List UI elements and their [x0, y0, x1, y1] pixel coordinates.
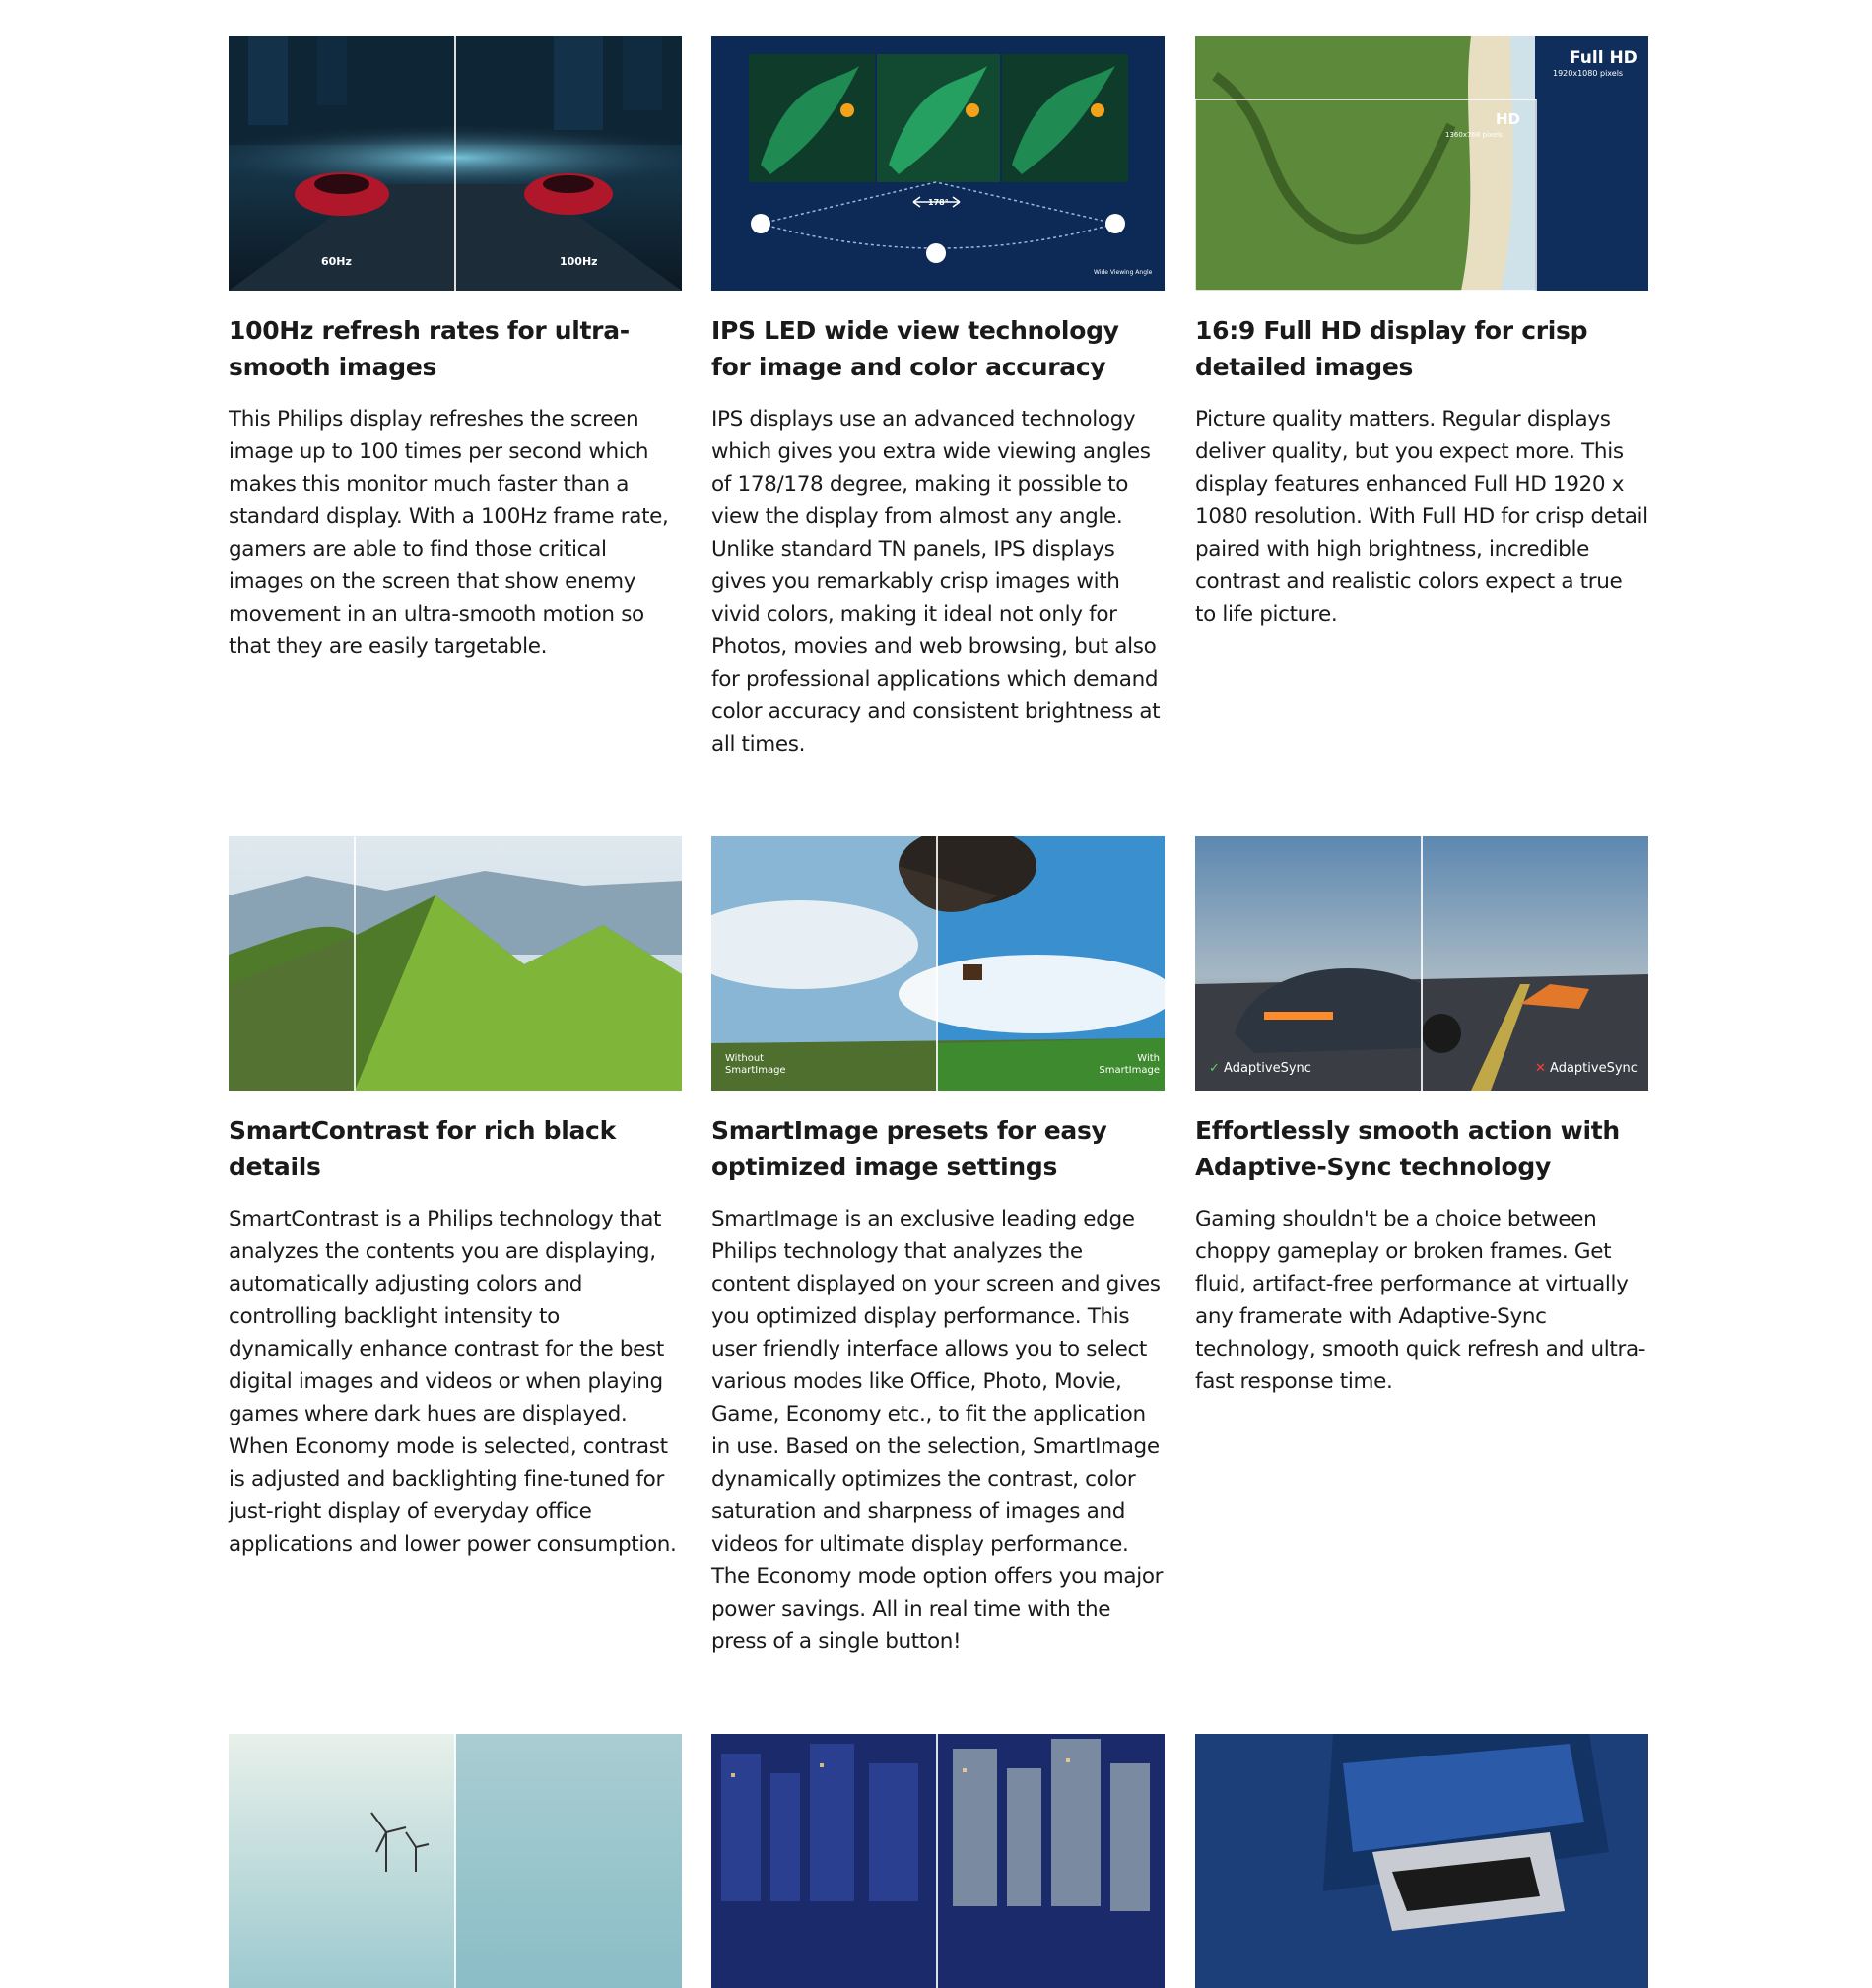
refresh-left-label: 60Hz — [321, 255, 352, 268]
feature-title: 16:9 Full HD display for crisp detailed images — [1195, 316, 1588, 381]
feature-title: Effortlessly smooth action with Adaptive-Sync technology — [1195, 1116, 1620, 1181]
feature-description: Gaming shouldn't be a choice between choppy gameplay or broken frames. Get fluid, artifact-free performance at virtually any framerate with Adaptive-Sync technology, smooth quick refresh and ultra-fast response time. — [1195, 1207, 1646, 1394]
cross-icon: ✕ — [1535, 1061, 1546, 1076]
angle-label: 178° — [928, 198, 949, 207]
feature-card-refresh-rate — [229, 36, 682, 663]
hd-label: HD — [1496, 110, 1521, 128]
feature-card-smartimage — [711, 836, 1165, 1658]
feature-card-hdmi — [1195, 1734, 1648, 1988]
hot-air-balloon-image — [711, 836, 1165, 1091]
full-hd-label: Full HD — [1570, 48, 1638, 68]
feature-title: IPS LED wide view technology for image and color accuracy — [711, 316, 1119, 381]
green-mountains-image — [229, 836, 682, 1091]
feature-description: Picture quality matters. Regular displays deliver quality, but you expect more. This display features enhanced Full HD 1920 x 1080 resolution. With Full HD for crisp detail paired with high brightness, incredible contrast and realistic colors expect a true to life picture. — [1195, 407, 1648, 627]
feature-description: SmartImage is an exclusive leading edge Philips technology that analyzes the content displayed on your screen and gives you optimized display performance. This user friendly interface allows you to select various modes like Office, Photo, Movie, Game, Economy etc., to fit the application in use. Based on the selection, SmartImage dynamically optimizes the contrast, color saturation and sharpness of images and videos for ultimate display performance. The Economy mode option offers you major power savings. All in real time with the press of a single button! — [711, 1207, 1164, 1654]
with-smartimage-label: With SmartImage — [1099, 1053, 1160, 1076]
wind-turbines-image — [229, 1734, 682, 1988]
feature-card-city — [711, 1734, 1165, 1988]
feature-title: SmartContrast for rich black details — [229, 1116, 616, 1181]
check-icon: ✓ — [1209, 1061, 1220, 1076]
adaptive-sync-on-label — [1209, 1061, 1311, 1076]
feature-title: 100Hz refresh rates for ultra-smooth images — [229, 316, 630, 381]
coastline-resolution-image — [1195, 36, 1648, 291]
adaptive-sync-off-label — [1535, 1061, 1638, 1076]
car-racing-comparison-image — [229, 36, 682, 291]
feature-description: SmartContrast is a Philips technology that analyzes the contents you are displaying, automatically adjusting colors and controlling backlight intensity to dynamically enhance contrast for the best digital images and videos or when playing games where dark hues are displayed. When Economy mode is selected, contrast is adjusted and backlighting fine-tuned for just-right display of everyday office applications and lower power consumption. — [229, 1207, 677, 1557]
feature-description: IPS displays use an advanced technology which gives you extra wide viewing angles of 178/178 degree, making it possible to view the display from almost any angle. Unlike standard TN panels, IPS displays gives you remarkably crisp images with vivid colors, making it ideal not only for Photos, movies and web browsing, but also for professional applications which demand color accuracy and consistent brightness at all times. — [711, 407, 1161, 757]
feature-card-adaptive-sync — [1195, 836, 1648, 1398]
hd-pixels-label: 1360x768 pixels — [1445, 131, 1503, 139]
wide-viewing-angle-image — [711, 36, 1165, 291]
hdmi-connector-image — [1195, 1734, 1648, 1988]
feature-card-eco — [229, 1734, 682, 1988]
city-night-image — [711, 1734, 1165, 1988]
adaptive-sync-on-text: AdaptiveSync — [1224, 1061, 1311, 1076]
wide-angle-corner-label: Wide Viewing Angle — [1094, 269, 1153, 276]
feature-card-full-hd — [1195, 36, 1648, 630]
full-hd-pixels-label: 1920x1080 pixels — [1553, 69, 1624, 78]
refresh-right-label: 100Hz — [560, 255, 598, 268]
feature-title: SmartImage presets for easy optimized image settings — [711, 1116, 1107, 1181]
racing-car-adaptive-sync-image — [1195, 836, 1648, 1091]
feature-card-ips — [711, 36, 1165, 761]
feature-description: This Philips display refreshes the screen image up to 100 times per second which makes this monitor much faster than a standard display. With a 100Hz frame rate, gamers are able to find those critical images on the screen that show enemy movement in an ultra-smooth motion so that they are easily targetable. — [229, 407, 669, 659]
feature-card-smartcontrast — [229, 836, 682, 1560]
without-smartimage-label: Without SmartImage — [725, 1053, 786, 1076]
adaptive-sync-off-text: AdaptiveSync — [1550, 1061, 1638, 1076]
